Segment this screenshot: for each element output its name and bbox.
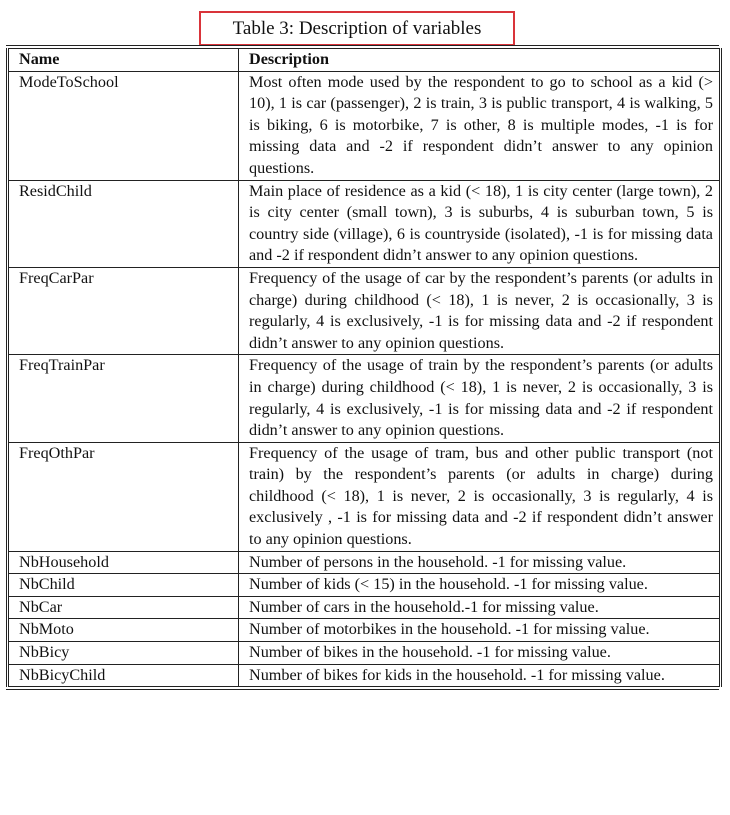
row-description: Frequency of the usage of tram, bus and other public transport (not train) by the respondent’s parents (or adults in charge) during childhood (< 18), 1 is never, 2 is occasionally, 3 is regularly, 4 is exclusively , -1 is for missing data and -2 if respondent didn’t answer to any opinion questions. — [239, 442, 721, 551]
row-description: Most often mode used by the respondent to go to school as a kid (> 10), 1 is car (passenger), 2 is train, 3 is public transport, 4 is walking, 5 is biking, 6 is motorbike, 7 is other, 8 is multiple modes, -1 is for missing data and -2 if respondent didn’t answer to any opinion questions. — [239, 71, 721, 180]
header-name: Name — [8, 49, 239, 72]
row-name: FreqOthPar — [8, 442, 239, 551]
row-description: Number of kids (< 15) in the household. -1 for missing value. — [239, 574, 721, 597]
row-description: Number of motorbikes in the household. -1 for missing value. — [239, 619, 721, 642]
row-name: ModeToSchool — [8, 71, 239, 180]
row-description: Number of bikes for kids in the household. -1 for missing value. — [239, 664, 721, 687]
table-row — [8, 551, 721, 574]
row-name: FreqTrainPar — [8, 355, 239, 442]
row-name: NbMoto — [8, 619, 239, 642]
row-name: NbBicyChild — [8, 664, 239, 687]
table-header-row — [8, 49, 721, 72]
row-description: Number of persons in the household. -1 for missing value. — [239, 551, 721, 574]
row-description: Main place of residence as a kid (< 18), 1 is city center (large town), 2 is city center (small town), 3 is suburbs, 4 is suburban town, 5 is country side (village), 6 is countryside (isolated), -1 is for missing data and -2 if respondent didn’t answer to any opinion questions. — [239, 180, 721, 267]
table-row — [8, 664, 721, 687]
row-name: NbBicy — [8, 642, 239, 665]
row-description: Number of cars in the household.-1 for missing value. — [239, 596, 721, 619]
table-row — [8, 619, 721, 642]
row-description: Frequency of the usage of train by the respondent’s parents (or adults in charge) during childhood (< 18), 1 is never, 2 is occasionally, 3 is regularly, 4 is exclusively, -1 is for missing data and -2 if respondent didn’t answer to any opinion questions. — [239, 355, 721, 442]
table-caption-text: Table 3: Description of variables — [232, 18, 482, 39]
table-row — [8, 642, 721, 665]
row-name: NbHousehold — [8, 551, 239, 574]
table-caption — [199, 11, 515, 46]
row-name: NbCar — [8, 596, 239, 619]
table-row — [8, 267, 721, 354]
variables-table-wrapper — [6, 45, 719, 690]
row-description: Number of bikes in the household. -1 for missing value. — [239, 642, 721, 665]
table-row — [8, 71, 721, 180]
header-description: Description — [239, 49, 721, 72]
table-row — [8, 574, 721, 597]
table-row — [8, 596, 721, 619]
row-description: Frequency of the usage of car by the respondent’s parents (or adults in charge) during childhood (< 18), 1 is never, 2 is occasionally, 3 is regularly, 4 is exclusively, -1 is for missing data and -2 if respondent didn’t answer to any opinion questions. — [239, 267, 721, 354]
row-name: FreqCarPar — [8, 267, 239, 354]
variables-table — [6, 48, 722, 687]
table-row — [8, 180, 721, 267]
table-row — [8, 355, 721, 442]
table-row — [8, 442, 721, 551]
row-name: ResidChild — [8, 180, 239, 267]
row-name: NbChild — [8, 574, 239, 597]
